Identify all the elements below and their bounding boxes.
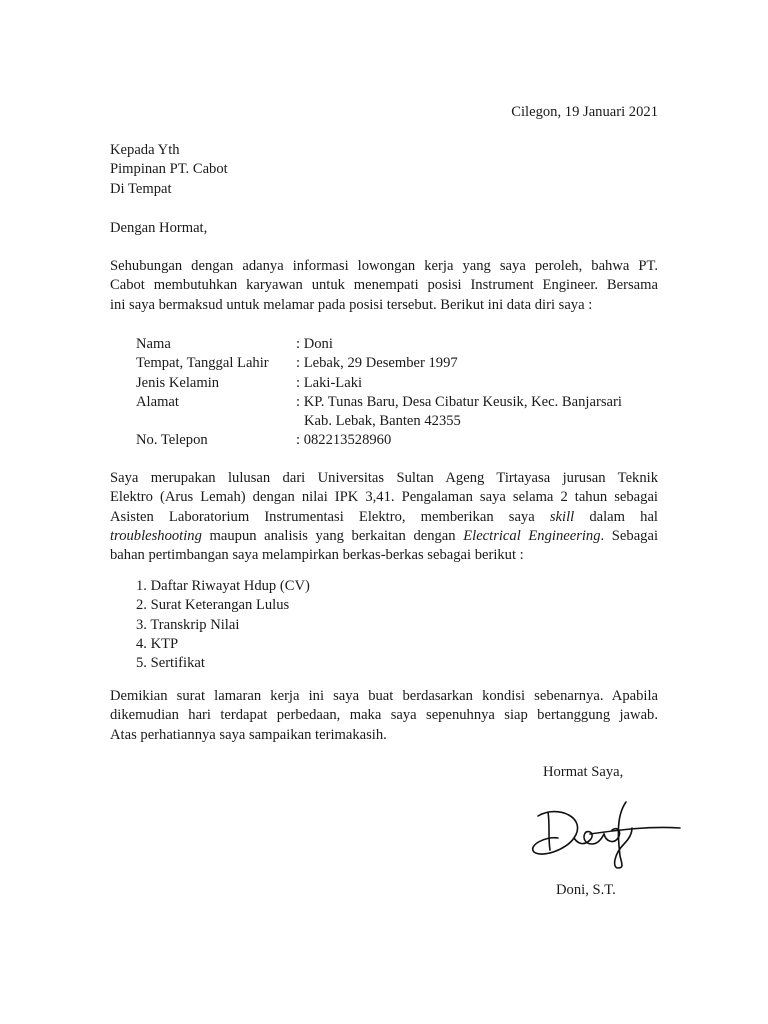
paragraph-line (110, 508, 658, 527)
paragraph-line: Atas perhatiannya saya sampaikan terimakasih. (110, 726, 387, 743)
text-run: dalam hal (589, 508, 658, 525)
bio-row-gender (136, 374, 622, 393)
bio-row-birth (136, 354, 622, 373)
bio-label: Jenis Kelamin (136, 374, 220, 391)
list-item: 2. Surat Keterangan Lulus (136, 597, 290, 614)
paragraph-line: Demikian surat lamaran kerja ini saya buat berdasarkan kondisi sebenarnya. Apabila (110, 688, 658, 704)
paragraph-line: ini saya bermaksud untuk melamar pada posisi tersebut. Berikut ini data diri saya : (110, 296, 593, 313)
bio-value: : Doni (296, 336, 333, 352)
attachment-list (136, 577, 310, 673)
italic-text: Electrical Engineering (463, 527, 601, 544)
paragraph-line: Saya merupakan lulusan dari Universitas Sultan Ageng Tirtayasa jurusan Teknik (110, 470, 658, 486)
italic-text: troubleshooting (110, 527, 202, 544)
education-paragraph (110, 469, 658, 565)
recipient-line: Kepada Yth (110, 142, 180, 158)
paragraph-line: Cabot membutuhkan karyawan untuk menempati posisi Instrument Engineer. Bersama (110, 277, 658, 294)
bio-value: : Lebak, 29 Desember 1997 (296, 355, 458, 372)
recipient-line: Pimpinan PT. Cabot (110, 161, 228, 178)
paragraph-line: dikemudian hari terdapat perbedaan, maka saya sepenuhnya siap bertanggung jawab. (110, 707, 658, 724)
text-run: Asisten Laboratorium Instrumentasi Elektro, memberikan saya (110, 508, 535, 525)
personal-data-table (136, 335, 622, 451)
list-item: 4. KTP (136, 635, 179, 652)
list-item: 3. Transkrip Nilai (136, 616, 240, 633)
bio-value: : KP. Tunas Baru, Desa Cibatur Keusik, Kec. Banjarsari (296, 393, 622, 410)
bio-row-phone (136, 431, 622, 450)
bio-label: Nama (136, 336, 171, 352)
paragraph-line: Sehubungan dengan adanya informasi lowongan kerja yang saya peroleh, bahwa PT. (110, 258, 658, 274)
italic-text: skill (549, 508, 575, 525)
bio-address-continuation: Kab. Lebak, Banten 42355 (304, 413, 461, 430)
sign-off: Hormat Saya, (543, 764, 624, 780)
recipient-block (110, 141, 228, 199)
text-run: maupun analisis yang berkaitan dengan (209, 527, 456, 544)
intro-paragraph (110, 257, 658, 315)
recipient-line: Di Tempat (110, 180, 172, 197)
bio-label: Alamat (136, 393, 179, 410)
closing-paragraph (110, 687, 658, 745)
paragraph-line: Elektro (Arus Lemah) dengan nilai IPK 3,41. Pengalaman saya selama 2 tahun sebagai (110, 489, 658, 506)
bio-row-name (136, 335, 622, 354)
letter-date: Cilegon, 19 Januari 2021 (511, 104, 658, 120)
bio-row-address (136, 393, 622, 412)
paragraph-line (110, 527, 658, 546)
text-run: . Sebagai (600, 527, 658, 544)
bio-label: No. Telepon (136, 432, 208, 449)
signer-name: Doni, S.T. (556, 882, 616, 898)
bio-label: Tempat, Tanggal Lahir (136, 355, 269, 372)
greeting: Dengan Hormat, (110, 220, 208, 236)
bio-value: : 082213528960 (296, 432, 392, 449)
list-item: 1. Daftar Riwayat Hdup (CV) (136, 578, 310, 594)
list-item: 5. Sertifikat (136, 655, 205, 672)
handwritten-signature (528, 798, 683, 870)
paragraph-line: bahan pertimbangan saya melampirkan berkas-berkas sebagai berikut : (110, 547, 524, 564)
bio-value: : Laki-Laki (296, 374, 363, 391)
